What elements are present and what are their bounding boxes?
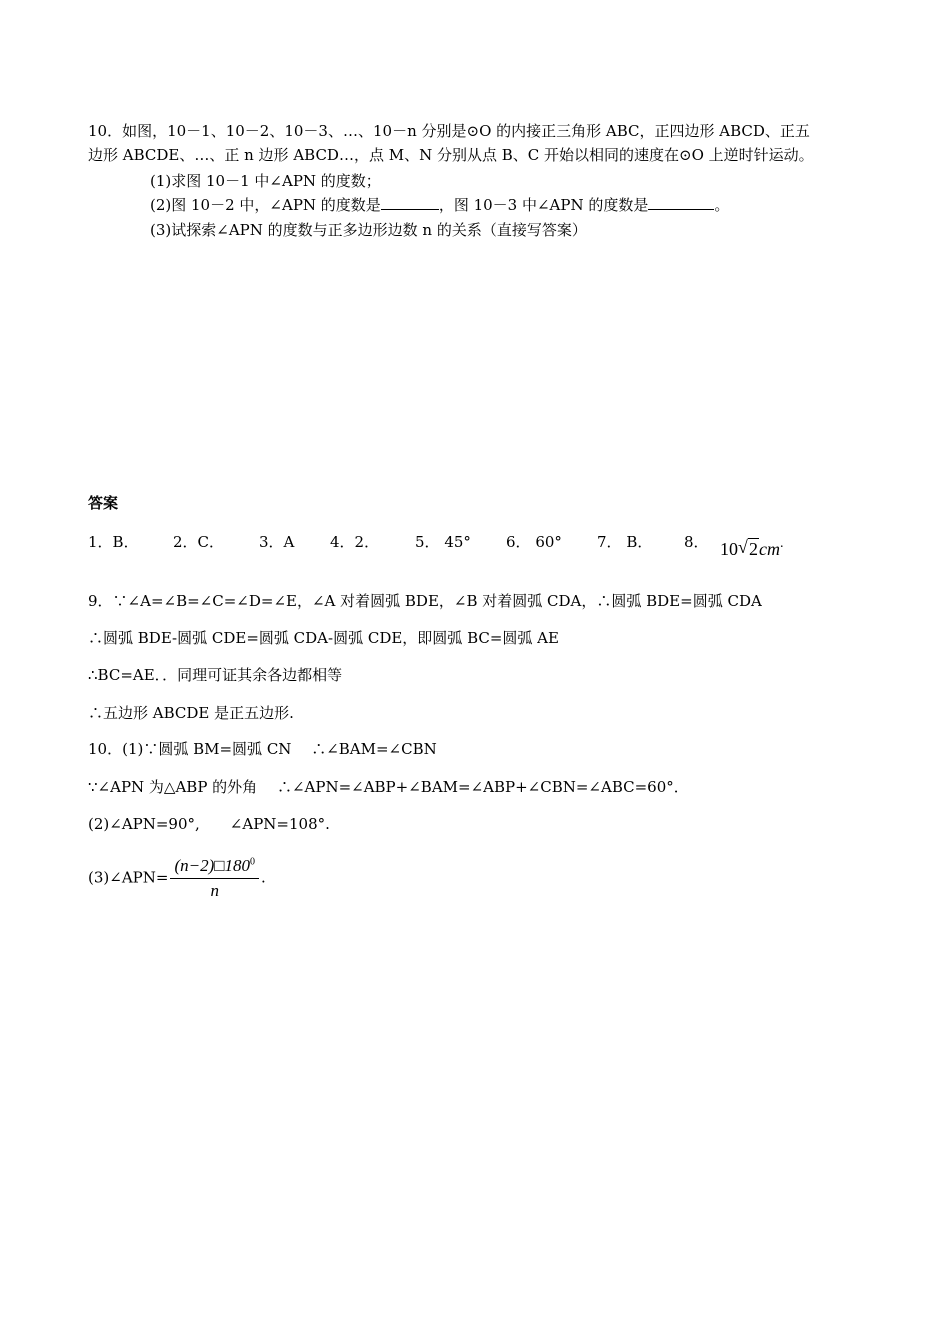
- answer-item-5: 5． 45°: [415, 533, 471, 551]
- question10-sub2: [150, 195, 729, 215]
- fraction-denominator: n: [210, 881, 219, 900]
- answers-heading: 答案: [88, 494, 119, 512]
- sqrt-symbol: [738, 539, 759, 559]
- answer-item-8: 8．: [684, 533, 709, 551]
- sub2-text-a: (2)图 10－2 中，∠APN 的度数是: [150, 196, 381, 214]
- answer10-line4: [88, 856, 266, 901]
- sub2-text-c: 。: [714, 196, 730, 214]
- answer-item-3: 3．A: [259, 533, 295, 551]
- degree-superscript: 0: [250, 856, 255, 868]
- answer9-line2: ∴圆弧 BDE-圆弧 CDE=圆弧 CDA-圆弧 CDE，即圆弧 BC=圆弧 AE: [88, 629, 559, 647]
- answer10-line3: (2)∠APN=90°, ∠APN=108°.: [88, 815, 330, 833]
- answer8-unit: cm: [759, 539, 780, 559]
- question10-line1: 10．如图，10－1、10－2、10－3、…、10－n 分别是⊙O 的内接正三角形 ABC，正四边形 ABCD、正五: [88, 122, 810, 140]
- answer10-formula-suffix: .: [261, 868, 266, 887]
- answer-item-7: 7． B．: [597, 533, 653, 551]
- answer-item-1: 1．B．: [88, 533, 139, 551]
- fraction-numerator-text: (n−2)□180: [174, 856, 250, 875]
- answer10-line1: 10．(1)∵圆弧 BM=圆弧 CN ∴∠BAM=∠CBN: [88, 740, 437, 758]
- answer-item-6: 6． 60°: [506, 533, 562, 551]
- answer-item-2: 2．C．: [173, 533, 225, 551]
- question10-line2: 边形 ABCDE、…、正 n 边形 ABCD…，点 M、N 分别从点 B、C 开始以相同的速度在⊙O 上逆时针运动。: [88, 146, 814, 164]
- answer8-expression: [720, 536, 784, 562]
- answer8-radicand: 2: [749, 539, 758, 559]
- answer9-line4: ∴五边形 ABCDE 是正五边形.: [88, 704, 294, 722]
- answer-item-4: 4．2．: [330, 533, 380, 551]
- question10-sub3: (3)试探索∠APN 的度数与正多边形边数 n 的关系（直接写答案）: [150, 221, 587, 239]
- short-answers-row: [88, 531, 784, 559]
- fraction: [170, 856, 259, 901]
- sub2-text-b: ，图 10－3 中∠APN 的度数是: [438, 196, 649, 214]
- answer8-coef: 10: [720, 539, 738, 559]
- fraction-numerator: [170, 856, 259, 879]
- question10-sub1: (1)求图 10－1 中∠APN 的度数；: [150, 172, 381, 190]
- answer9-line1: 9．∵∠A=∠B=∠C=∠D=∠E，∠A 对着圆弧 BDE，∠B 对着圆弧 CDA，∴圆弧 BDE=圆弧 CDA: [88, 592, 762, 610]
- answer-blank-2[interactable]: [648, 195, 714, 210]
- answer-blank-1[interactable]: [381, 195, 439, 210]
- answer10-line2: ∵∠APN 为△ABP 的外角 ∴∠APN=∠ABP+∠BAM=∠ABP+∠CBN=∠ABC=60°．: [88, 778, 689, 796]
- answer10-formula-prefix: (3)∠APN=: [88, 868, 169, 887]
- answer9-line3: ∴BC=AE．．同理可证其余各边都相等: [88, 666, 343, 684]
- answer8-tail: .: [780, 536, 784, 551]
